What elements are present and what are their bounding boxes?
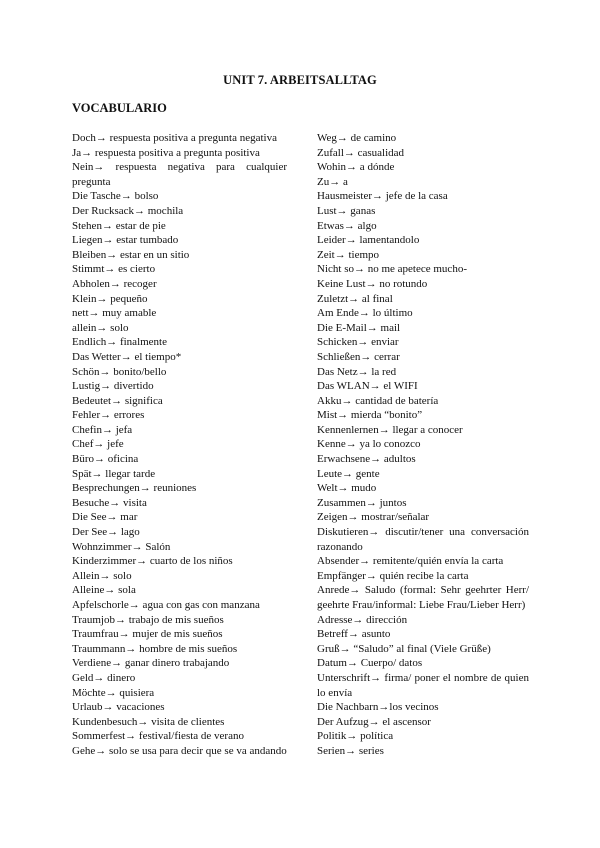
vocabulary-entry: Das Wetter→ el tiempo*: [72, 350, 182, 363]
document-title: UNIT 7. ARBEITSALLTAG: [223, 73, 377, 87]
vocabulary-left-column: [72, 131, 287, 759]
vocabulary-entry: Schicken→ enviar: [317, 336, 399, 349]
vocabulary-entry: Nein→ respuesta negativa para cualquier pregunta: [72, 161, 287, 188]
vocabulary-entry: Zeit→ tiempo: [317, 248, 380, 261]
vocabulary-entry: Nicht so→ no me apetece mucho-: [317, 263, 467, 276]
vocabulary-entry: Schließen→ cerrar: [317, 350, 400, 363]
vocabulary-entry: Welt→ mudo: [317, 482, 377, 495]
vocabulary-entry: Akku→ cantidad de batería: [317, 394, 439, 407]
vocabulary-entry: Schön→ bonito/bello: [72, 365, 167, 378]
vocabulary-entry: Bleiben→ estar en un sitio: [72, 248, 190, 261]
vocabulary-entry: Zeigen→ mostrar/señalar: [317, 511, 430, 524]
vocabulary-entry: Gehe→ solo se usa para decir que se va andando: [72, 744, 287, 757]
vocabulary-entry: Stehen→ estar de pie: [72, 219, 166, 232]
vocabulary-entry: Weg→ de camino: [317, 132, 397, 144]
vocabulary-entry: Geld→ dinero: [72, 671, 136, 684]
vocabulary-entry: Anrede→ Saludo (formal: Sehr geehrter Herr/ geehrte Frau/informal: Liebe Frau/Lieber Herr): [317, 584, 529, 611]
vocabulary-entry: Empfänger→ quién recibe la carta: [317, 569, 469, 582]
vocabulary-entry: Traumfrau→ mujer de mis sueños: [72, 628, 223, 641]
vocabulary-entry: Die E-Mail→ mail: [317, 321, 401, 334]
vocabulary-entry: Serien→ series: [317, 744, 384, 757]
vocabulary-entry: Lust→ ganas: [317, 204, 376, 217]
vocabulary-entry: Politik→ política: [317, 730, 394, 743]
vocabulary-entry: Mist→ mierda “bonito”: [317, 409, 423, 422]
vocabulary-entry: Doch→ respuesta positiva a pregunta negativa: [72, 132, 277, 144]
vocabulary-entry: Leider→ lamentandolo: [317, 234, 420, 247]
vocabulary-entry: Leute→ gente: [317, 467, 380, 480]
vocabulary-entry: Zuletzt→ al final: [317, 292, 393, 305]
vocabulary-entry: Das Netz→ la red: [317, 365, 397, 378]
vocabulary-entry: Besuche→ visita: [72, 496, 147, 509]
vocabulary-entry: Allein→ solo: [72, 569, 132, 582]
vocabulary-entry: Kennenlernen→ llegar a conocer: [317, 423, 463, 436]
vocabulary-entry: Urlaub→ vacaciones: [72, 701, 165, 714]
vocabulary-entry: Zu→ a: [317, 175, 348, 188]
vocabulary-entry: Sommerfest→ festival/fiesta de verano: [72, 730, 244, 743]
vocabulary-entry: Kundenbesuch→ visita de clientes: [72, 715, 225, 728]
vocabulary-entry: Apfelschorle→ agua con gas con manzana: [72, 599, 260, 611]
vocabulary-entry: Traummann→ hombre de mis sueños: [72, 642, 238, 655]
vocabulary-entry: Diskutieren→ discutir/tener una conversación razonando: [317, 526, 529, 553]
section-heading: VOCABULARIO: [72, 101, 167, 115]
vocabulary-entry: Chefin→ jefa: [72, 423, 133, 436]
vocabulary-entry: Hausmeister→ jefe de la casa: [317, 190, 448, 203]
vocabulary-entry: Die Nachbarn→los vecinos: [317, 701, 439, 714]
vocabulary-entry: Gruß→ “Saludo” al final (Viele Grüße): [317, 642, 491, 655]
vocabulary-entry: Wohin→ a dónde: [317, 161, 395, 174]
vocabulary-entry: Fehler→ errores: [72, 409, 145, 422]
vocabulary-entry: Der Rucksack→ mochila: [72, 204, 184, 217]
vocabulary-entry: Liegen→ estar tumbado: [72, 234, 179, 247]
vocabulary-entry: Am Ende→ lo último: [317, 307, 413, 320]
vocabulary-entry: Verdiene→ ganar dinero trabajando: [72, 657, 230, 670]
vocabulary-entry: Stimmt→ es cierto: [72, 263, 156, 276]
vocabulary-entry: Erwachsene→ adultos: [317, 453, 416, 466]
vocabulary-entry: Keine Lust→ no rotundo: [317, 277, 428, 290]
vocabulary-entry: Zufall→ casualidad: [317, 146, 405, 159]
vocabulary-entry: Unterschrift→ firma/ poner el nombre de quien lo envía: [317, 671, 529, 699]
vocabulary-entry: Möchte→ quisiera: [72, 686, 155, 699]
vocabulary-entry: Abholen→ recoger: [72, 277, 157, 290]
vocabulary-entry: Die See→ mar: [72, 511, 138, 524]
vocabulary-entry: Spät→ llegar tarde: [72, 467, 156, 480]
vocabulary-entry: Alleine→ sola: [72, 584, 136, 597]
vocabulary-entry: Etwas→ algo: [317, 219, 377, 232]
vocabulary-entry: nett→ muy amable: [72, 307, 157, 320]
vocabulary-entry: Klein→ pequeño: [72, 292, 148, 305]
vocabulary-entry: Wohnzimmer→ Salón: [72, 540, 171, 553]
vocabulary-entry: Kenne→ ya lo conozco: [317, 438, 421, 451]
vocabulary-right-column: [317, 131, 529, 759]
vocabulary-entry: Besprechungen→ reuniones: [72, 482, 197, 495]
vocabulary-entry: Endlich→ finalmente: [72, 336, 167, 349]
vocabulary-entry: Lustig→ divertido: [72, 380, 154, 393]
vocabulary-entry: allein→ solo: [72, 321, 129, 334]
vocabulary-entry: Absender→ remitente/quién envía la carta: [317, 555, 504, 568]
vocabulary-entry: Kinderzimmer→ cuarto de los niños: [72, 555, 233, 568]
vocabulary-entry: Der Aufzug→ el ascensor: [317, 715, 431, 728]
vocabulary-entry: Datum→ Cuerpo/ datos: [317, 657, 423, 670]
vocabulary-entry: Adresse→ dirección: [317, 613, 408, 626]
vocabulary-entry: Zusammen→ juntos: [317, 496, 407, 509]
vocabulary-entry: Ja→ respuesta positiva a pregunta positiva: [72, 146, 260, 159]
vocabulary-entry: Büro→ oficina: [72, 453, 139, 466]
vocabulary-entry: Der See→ lago: [72, 526, 140, 539]
vocabulary-entry: Betreff→ asunto: [317, 628, 391, 641]
vocabulary-entry: Bedeutet→ significa: [72, 394, 163, 407]
vocabulary-entry: Das WLAN→ el WIFI: [317, 380, 418, 393]
vocabulary-entry: Die Tasche→ bolso: [72, 190, 159, 203]
vocabulary-entry: Traumjob→ trabajo de mis sueños: [72, 613, 224, 626]
vocabulary-entry: Chef→ jefe: [72, 438, 124, 451]
